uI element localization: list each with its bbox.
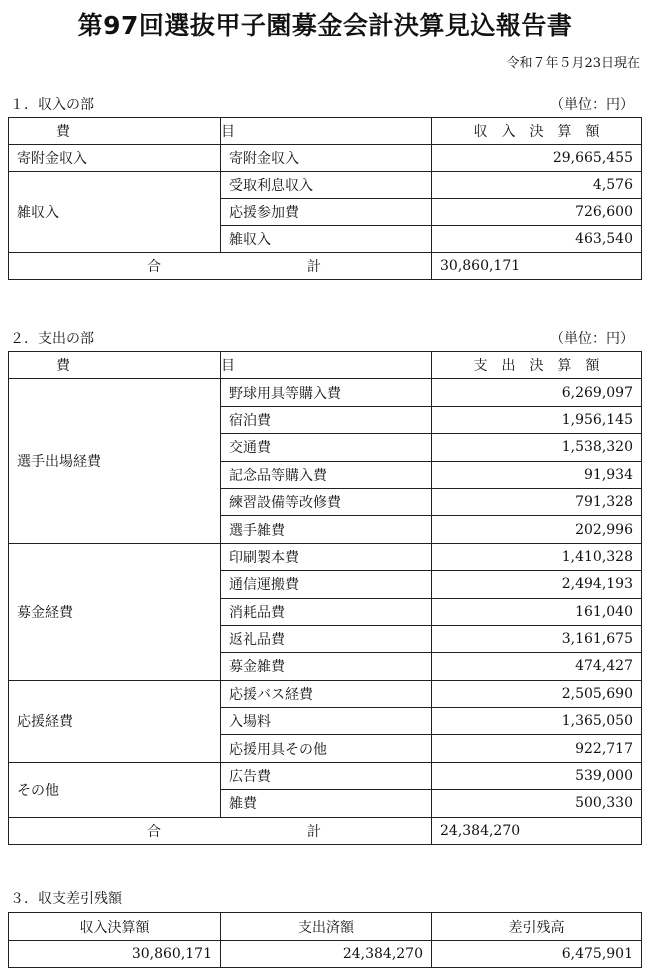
total-label-part-1: 合: [147, 259, 161, 275]
item-name: 記念品等購入費: [221, 461, 432, 488]
expense-header-amount: 支 出 決 算 額: [432, 352, 642, 379]
expense-header-item: 目: [221, 352, 432, 379]
item-amount: 539,000: [432, 762, 642, 789]
income-total-label: [9, 253, 432, 280]
income-unit: （単位：円）: [550, 97, 634, 113]
balance-value-expense: 24,384,270: [221, 941, 432, 968]
balance-value-remaining: 6,475,901: [432, 941, 642, 968]
item-amount: 202,996: [432, 516, 642, 543]
income-header-category: 費: [9, 118, 221, 145]
category-cell: 応援経費: [9, 680, 221, 762]
item-amount: 500,330: [432, 790, 642, 817]
item-amount: 1,538,320: [432, 434, 642, 461]
item-name: 入場料: [221, 708, 432, 735]
item-amount: 2,494,193: [432, 571, 642, 598]
item-name: 雑収入: [221, 226, 432, 253]
expense-header-category: 費: [9, 352, 221, 379]
item-amount: 91,934: [432, 461, 642, 488]
income-table: [8, 117, 642, 280]
item-name: 雑費: [221, 790, 432, 817]
income-heading: １．収入の部: [10, 97, 94, 113]
item-amount: 726,600: [432, 199, 642, 226]
income-header-item: 目: [221, 118, 432, 145]
item-name: 交通費: [221, 434, 432, 461]
item-name: 応援用具その他: [221, 735, 432, 762]
item-name: 印刷製本費: [221, 543, 432, 570]
table-row: [9, 762, 642, 789]
page-title: 第97回選抜甲子園募金会計決算見込報告書: [77, 11, 573, 40]
expense-heading: ２．支出の部: [10, 331, 94, 347]
balance-header-remaining: 差引残高: [432, 913, 642, 941]
item-name: 練習設備等改修費: [221, 488, 432, 515]
expense-total-label: [9, 817, 432, 844]
item-amount: 161,040: [432, 598, 642, 625]
item-amount: 6,269,097: [432, 379, 642, 406]
item-name: 広告費: [221, 762, 432, 789]
item-name: 受取利息収入: [221, 172, 432, 199]
item-amount: 922,717: [432, 735, 642, 762]
item-amount: 791,328: [432, 488, 642, 515]
item-amount: 4,576: [432, 172, 642, 199]
table-row: [9, 379, 642, 406]
table-row: [9, 145, 642, 172]
balance-header-expense: 支出済額: [221, 913, 432, 941]
item-name: 返礼品費: [221, 625, 432, 652]
as-of-date: 令和７年５月23日現在: [506, 56, 640, 71]
item-amount: 1,410,328: [432, 543, 642, 570]
balance-table: [8, 912, 642, 968]
item-amount: 1,956,145: [432, 406, 642, 433]
category-cell: その他: [9, 762, 221, 817]
balance-value-income: 30,860,171: [9, 941, 221, 968]
item-amount: 1,365,050: [432, 708, 642, 735]
category-cell: 選手出場経費: [9, 379, 221, 543]
item-name: 宿泊費: [221, 406, 432, 433]
table-row: [9, 172, 642, 199]
category-cell: 寄附金収入: [9, 145, 221, 172]
income-total-amount: 30,860,171: [432, 253, 642, 280]
income-header-amount: 収 入 決 算 額: [432, 118, 642, 145]
expense-total-amount: 24,384,270: [432, 817, 642, 844]
item-name: 消耗品費: [221, 598, 432, 625]
item-amount: 3,161,675: [432, 625, 642, 652]
total-label-part-2: 計: [307, 823, 321, 840]
item-name: 応援バス経費: [221, 680, 432, 707]
expense-unit: （単位：円）: [550, 331, 634, 347]
item-amount: 2,505,690: [432, 680, 642, 707]
item-amount: 29,665,455: [432, 145, 642, 172]
balance-header-income: 収入決算額: [9, 913, 221, 941]
balance-heading: ３．収支差引残額: [10, 891, 122, 907]
item-amount: 474,427: [432, 653, 642, 680]
item-amount: 463,540: [432, 226, 642, 253]
table-row: [9, 543, 642, 570]
expense-table: [8, 351, 642, 845]
item-name: 野球用具等購入費: [221, 379, 432, 406]
total-label-part-2: 計: [307, 259, 321, 275]
item-name: 選手雑費: [221, 516, 432, 543]
category-cell: 雑収入: [9, 172, 221, 253]
item-name: 通信運搬費: [221, 571, 432, 598]
item-name: 寄附金収入: [221, 145, 432, 172]
item-name: 応援参加費: [221, 199, 432, 226]
category-cell: 募金経費: [9, 543, 221, 680]
item-name: 募金雑費: [221, 653, 432, 680]
table-row: [9, 680, 642, 707]
total-label-part-1: 合: [147, 823, 161, 840]
